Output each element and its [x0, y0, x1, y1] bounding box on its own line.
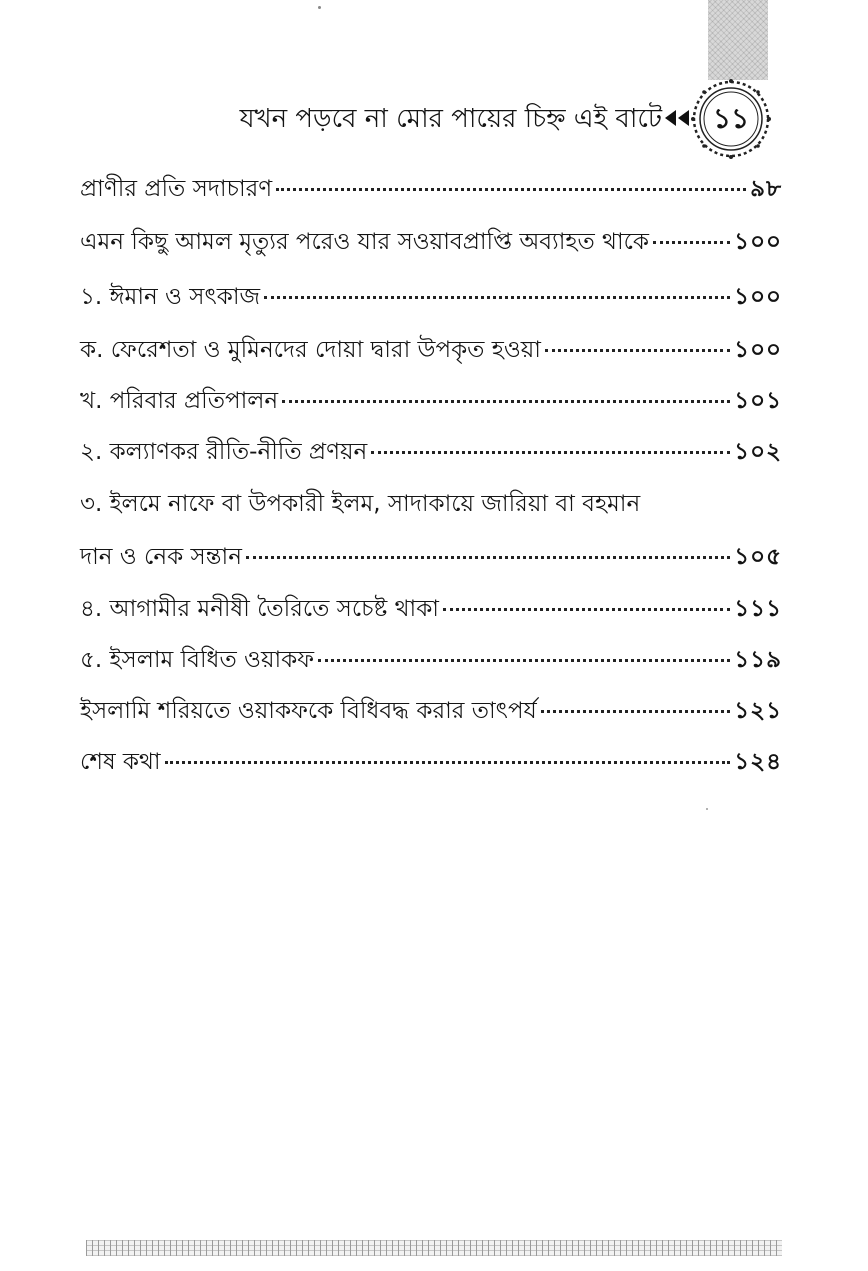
toc-entry-title: ৪. আগামীর মনীষী তৈরিতে সচেষ্ট থাকা — [80, 596, 439, 622]
toc-entry-continuation — [80, 531, 782, 584]
toc-entry-title: ২. কল্যাণকর রীতি-নীতি প্রণয়ন — [80, 439, 368, 465]
toc-entry-page: ১০০ — [734, 229, 782, 255]
thumb-index-tab — [708, 0, 768, 80]
toc-entry — [80, 325, 782, 376]
toc-entry-title-continuation: দান ও নেক সন্তান — [80, 544, 242, 570]
toc-entry-page: ১০০ — [734, 284, 782, 310]
dot-leader — [318, 659, 730, 662]
table-of-contents — [80, 164, 782, 788]
double-left-triangle-icon — [664, 108, 690, 128]
toc-entry — [80, 215, 782, 270]
toc-entry — [80, 737, 782, 788]
toc-entry — [80, 164, 782, 215]
toc-entry-title: শেষ কথা — [80, 749, 161, 775]
toc-entry — [80, 376, 782, 427]
toc-entry-title: খ. পরিবার প্রতিপালন — [80, 388, 279, 414]
toc-entry-page: ১২৪ — [734, 749, 782, 775]
toc-entry-page: ১২১ — [734, 698, 782, 724]
dot-leader — [246, 556, 730, 559]
dot-leader — [545, 349, 730, 352]
print-speck — [318, 6, 321, 9]
toc-entry-page: ১০১ — [734, 388, 782, 414]
dot-leader — [276, 188, 746, 191]
toc-entry-page: ৯৮ — [750, 176, 782, 202]
dot-leader — [282, 400, 730, 403]
toc-entry — [80, 584, 782, 635]
toc-entry — [80, 270, 782, 325]
toc-entry-page: ১০২ — [734, 439, 782, 465]
toc-entry-page: ১০৫ — [734, 544, 782, 570]
toc-entry — [80, 427, 782, 478]
toc-entry — [80, 478, 782, 531]
toc-entry-title: প্রাণীর প্রতি সদাচারণ — [80, 176, 273, 202]
print-speck — [706, 808, 708, 810]
page-header — [0, 78, 868, 158]
toc-entry-title: এমন কিছু আমল মৃত্যুর পরেও যার সওয়াবপ্রাপ্তি অব্যাহত থাকে — [80, 229, 649, 255]
toc-entry-title: ৫. ইসলাম বিধিত ওয়াকফ — [80, 647, 315, 673]
dot-leader — [443, 608, 730, 611]
toc-entry-page: ১১১ — [734, 596, 782, 622]
dot-leader — [371, 451, 730, 454]
toc-entry-title: ক. ফেরেশতা ও মুমিনদের দোয়া দ্বারা উপকৃত হওয়া — [80, 337, 541, 363]
decorative-footer-border — [86, 1240, 782, 1256]
dot-leader — [264, 296, 730, 299]
toc-entry — [80, 635, 782, 686]
dot-leader — [653, 241, 730, 244]
toc-entry-title: ৩. ইলমে নাফে বা উপকারী ইলম, সাদাকায়ে জারিয়া বা বহমান — [80, 491, 641, 517]
dot-leader — [165, 761, 731, 764]
page-number: ১১ — [712, 102, 750, 135]
toc-entry-title: ইসলামি শরিয়তে ওয়াকফকে বিধিবদ্ধ করার তাৎপর্য — [80, 698, 537, 724]
dot-leader — [541, 710, 730, 713]
toc-entry-page: ১০০ — [734, 337, 782, 363]
toc-entry-title: ১. ঈমান ও সৎকাজ — [80, 284, 261, 310]
toc-entry-page: ১১৯ — [734, 647, 782, 673]
running-title: যখন পড়বে না মোর পায়ের চিহ্ন এই বাটে — [239, 104, 662, 134]
toc-entry — [80, 686, 782, 737]
